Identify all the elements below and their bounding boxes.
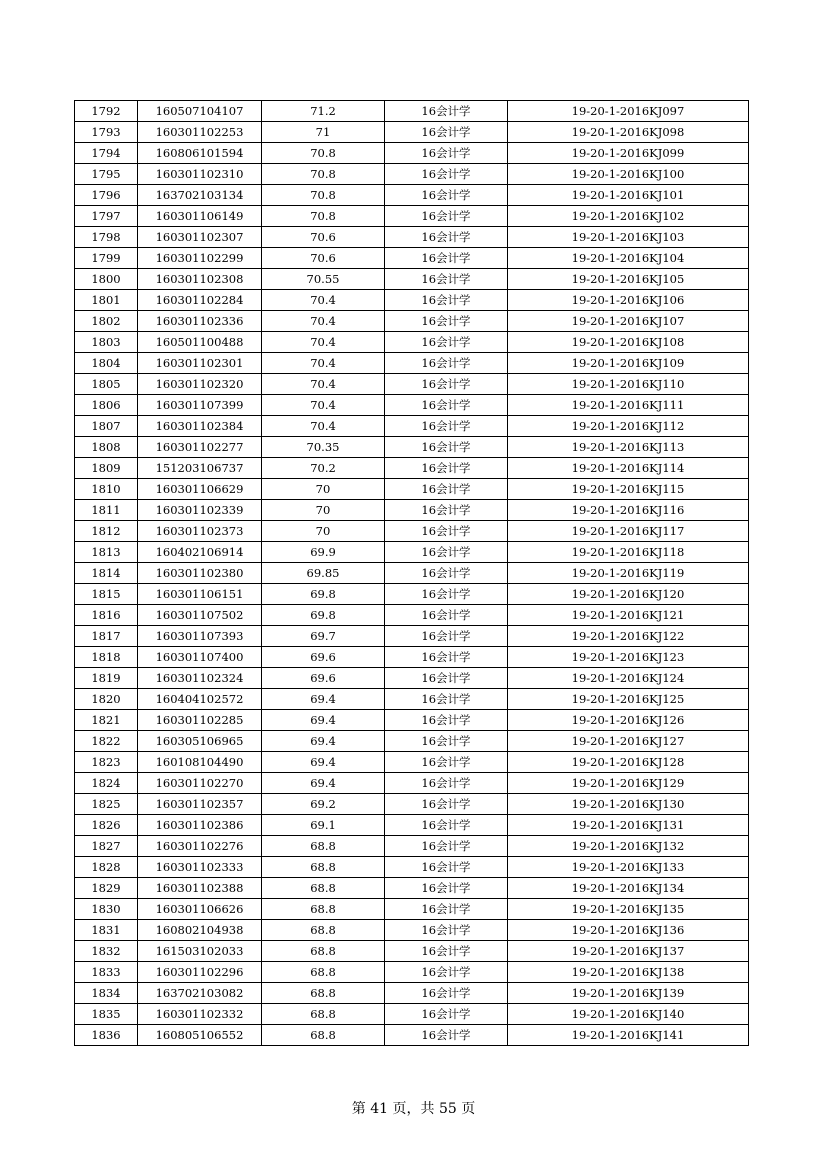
score-cell: 68.8 <box>262 962 385 983</box>
student-id-cell: 160301102307 <box>138 227 262 248</box>
score-cell: 68.8 <box>262 1004 385 1025</box>
rank-cell: 1802 <box>75 311 138 332</box>
code-cell: 19-20-1-2016KJ104 <box>508 248 749 269</box>
code-cell: 19-20-1-2016KJ138 <box>508 962 749 983</box>
class-cell: 16会计学 <box>385 206 508 227</box>
rank-cell: 1820 <box>75 689 138 710</box>
class-cell: 16会计学 <box>385 899 508 920</box>
rank-cell: 1821 <box>75 710 138 731</box>
code-cell: 19-20-1-2016KJ129 <box>508 773 749 794</box>
score-cell: 70.4 <box>262 374 385 395</box>
score-cell: 70.4 <box>262 290 385 311</box>
rank-cell: 1812 <box>75 521 138 542</box>
score-cell: 68.8 <box>262 920 385 941</box>
table-row <box>75 248 749 269</box>
class-cell: 16会计学 <box>385 668 508 689</box>
rank-cell: 1796 <box>75 185 138 206</box>
code-cell: 19-20-1-2016KJ103 <box>508 227 749 248</box>
rank-cell: 1806 <box>75 395 138 416</box>
student-id-cell: 161503102033 <box>138 941 262 962</box>
rank-cell: 1827 <box>75 836 138 857</box>
table-row <box>75 458 749 479</box>
class-cell: 16会计学 <box>385 647 508 668</box>
student-id-cell: 160301102339 <box>138 500 262 521</box>
code-cell: 19-20-1-2016KJ128 <box>508 752 749 773</box>
student-id-cell: 160301102324 <box>138 668 262 689</box>
code-cell: 19-20-1-2016KJ122 <box>508 626 749 647</box>
class-cell: 16会计学 <box>385 164 508 185</box>
class-cell: 16会计学 <box>385 773 508 794</box>
code-cell: 19-20-1-2016KJ121 <box>508 605 749 626</box>
class-cell: 16会计学 <box>385 1004 508 1025</box>
code-cell: 19-20-1-2016KJ098 <box>508 122 749 143</box>
code-cell: 19-20-1-2016KJ107 <box>508 311 749 332</box>
score-cell: 69.4 <box>262 710 385 731</box>
code-cell: 19-20-1-2016KJ131 <box>508 815 749 836</box>
table-row <box>75 311 749 332</box>
class-cell: 16会计学 <box>385 983 508 1004</box>
student-id-cell: 160301102333 <box>138 857 262 878</box>
class-cell: 16会计学 <box>385 500 508 521</box>
class-cell: 16会计学 <box>385 815 508 836</box>
student-id-cell: 160301102386 <box>138 815 262 836</box>
class-cell: 16会计学 <box>385 857 508 878</box>
class-cell: 16会计学 <box>385 605 508 626</box>
table-row <box>75 374 749 395</box>
code-cell: 19-20-1-2016KJ105 <box>508 269 749 290</box>
score-cell: 69.4 <box>262 752 385 773</box>
table-row <box>75 815 749 836</box>
score-cell: 68.8 <box>262 983 385 1004</box>
rank-cell: 1816 <box>75 605 138 626</box>
student-id-cell: 160301107400 <box>138 647 262 668</box>
code-cell: 19-20-1-2016KJ141 <box>508 1025 749 1046</box>
rank-cell: 1797 <box>75 206 138 227</box>
class-cell: 16会计学 <box>385 248 508 269</box>
score-cell: 69.6 <box>262 668 385 689</box>
class-cell: 16会计学 <box>385 332 508 353</box>
code-cell: 19-20-1-2016KJ102 <box>508 206 749 227</box>
score-cell: 68.8 <box>262 878 385 899</box>
rank-cell: 1814 <box>75 563 138 584</box>
class-cell: 16会计学 <box>385 227 508 248</box>
rank-cell: 1807 <box>75 416 138 437</box>
score-cell: 70.4 <box>262 395 385 416</box>
class-cell: 16会计学 <box>385 521 508 542</box>
class-cell: 16会计学 <box>385 962 508 983</box>
score-cell: 70.8 <box>262 164 385 185</box>
code-cell: 19-20-1-2016KJ136 <box>508 920 749 941</box>
student-id-cell: 160805106552 <box>138 1025 262 1046</box>
score-cell: 70.4 <box>262 311 385 332</box>
score-cell: 70 <box>262 521 385 542</box>
table-row <box>75 185 749 206</box>
score-cell: 68.8 <box>262 1025 385 1046</box>
score-cell: 70.6 <box>262 227 385 248</box>
student-id-cell: 151203106737 <box>138 458 262 479</box>
rank-cell: 1799 <box>75 248 138 269</box>
score-cell: 69.9 <box>262 542 385 563</box>
table-row <box>75 521 749 542</box>
table-row <box>75 773 749 794</box>
score-cell: 70.8 <box>262 185 385 206</box>
rank-cell: 1826 <box>75 815 138 836</box>
class-cell: 16会计学 <box>385 185 508 206</box>
class-cell: 16会计学 <box>385 353 508 374</box>
table-row <box>75 794 749 815</box>
rank-cell: 1817 <box>75 626 138 647</box>
code-cell: 19-20-1-2016KJ130 <box>508 794 749 815</box>
table-row <box>75 332 749 353</box>
class-cell: 16会计学 <box>385 290 508 311</box>
code-cell: 19-20-1-2016KJ119 <box>508 563 749 584</box>
rank-cell: 1833 <box>75 962 138 983</box>
student-id-cell: 160301102299 <box>138 248 262 269</box>
student-id-cell: 160301102373 <box>138 521 262 542</box>
table-row <box>75 983 749 1004</box>
rank-cell: 1831 <box>75 920 138 941</box>
code-cell: 19-20-1-2016KJ135 <box>508 899 749 920</box>
table-row <box>75 353 749 374</box>
score-cell: 71.2 <box>262 101 385 122</box>
table-row <box>75 752 749 773</box>
student-id-cell: 160301102332 <box>138 1004 262 1025</box>
score-cell: 69.4 <box>262 773 385 794</box>
student-id-cell: 160301107502 <box>138 605 262 626</box>
rank-cell: 1813 <box>75 542 138 563</box>
class-cell: 16会计学 <box>385 731 508 752</box>
table-row <box>75 563 749 584</box>
rank-cell: 1829 <box>75 878 138 899</box>
code-cell: 19-20-1-2016KJ109 <box>508 353 749 374</box>
student-id-cell: 160301106149 <box>138 206 262 227</box>
table-row <box>75 143 749 164</box>
table-row <box>75 941 749 962</box>
code-cell: 19-20-1-2016KJ110 <box>508 374 749 395</box>
student-id-cell: 163702103082 <box>138 983 262 1004</box>
table-row <box>75 122 749 143</box>
class-cell: 16会计学 <box>385 479 508 500</box>
score-cell: 70 <box>262 500 385 521</box>
class-cell: 16会计学 <box>385 920 508 941</box>
code-cell: 19-20-1-2016KJ115 <box>508 479 749 500</box>
class-cell: 16会计学 <box>385 311 508 332</box>
student-id-cell: 160301102277 <box>138 437 262 458</box>
score-cell: 69.8 <box>262 605 385 626</box>
class-cell: 16会计学 <box>385 794 508 815</box>
score-cell: 71 <box>262 122 385 143</box>
code-cell: 19-20-1-2016KJ125 <box>508 689 749 710</box>
score-cell: 69.8 <box>262 584 385 605</box>
code-cell: 19-20-1-2016KJ127 <box>508 731 749 752</box>
rank-cell: 1800 <box>75 269 138 290</box>
rank-cell: 1828 <box>75 857 138 878</box>
table-row <box>75 1004 749 1025</box>
table-row <box>75 395 749 416</box>
score-cell: 68.8 <box>262 836 385 857</box>
rank-cell: 1823 <box>75 752 138 773</box>
class-cell: 16会计学 <box>385 584 508 605</box>
student-id-cell: 160301102296 <box>138 962 262 983</box>
class-cell: 16会计学 <box>385 269 508 290</box>
rank-cell: 1819 <box>75 668 138 689</box>
class-cell: 16会计学 <box>385 836 508 857</box>
table-row <box>75 836 749 857</box>
rank-cell: 1834 <box>75 983 138 1004</box>
code-cell: 19-20-1-2016KJ100 <box>508 164 749 185</box>
code-cell: 19-20-1-2016KJ139 <box>508 983 749 1004</box>
student-id-cell: 160806101594 <box>138 143 262 164</box>
score-cell: 68.8 <box>262 941 385 962</box>
student-id-cell: 160301102310 <box>138 164 262 185</box>
score-cell: 70.4 <box>262 332 385 353</box>
table-row <box>75 479 749 500</box>
rank-cell: 1793 <box>75 122 138 143</box>
score-table-body <box>75 101 749 1046</box>
rank-cell: 1798 <box>75 227 138 248</box>
class-cell: 16会计学 <box>385 143 508 164</box>
rank-cell: 1830 <box>75 899 138 920</box>
score-cell: 69.2 <box>262 794 385 815</box>
table-row <box>75 899 749 920</box>
table-row <box>75 731 749 752</box>
score-cell: 70.2 <box>262 458 385 479</box>
score-cell: 70 <box>262 479 385 500</box>
table-row <box>75 500 749 521</box>
student-id-cell: 160301106151 <box>138 584 262 605</box>
score-cell: 69.7 <box>262 626 385 647</box>
student-id-cell: 160404102572 <box>138 689 262 710</box>
code-cell: 19-20-1-2016KJ124 <box>508 668 749 689</box>
table-row <box>75 290 749 311</box>
rank-cell: 1825 <box>75 794 138 815</box>
student-id-cell: 160108104490 <box>138 752 262 773</box>
code-cell: 19-20-1-2016KJ116 <box>508 500 749 521</box>
rank-cell: 1824 <box>75 773 138 794</box>
class-cell: 16会计学 <box>385 101 508 122</box>
code-cell: 19-20-1-2016KJ132 <box>508 836 749 857</box>
student-id-cell: 160802104938 <box>138 920 262 941</box>
class-cell: 16会计学 <box>385 878 508 899</box>
code-cell: 19-20-1-2016KJ112 <box>508 416 749 437</box>
table-row <box>75 605 749 626</box>
table-row <box>75 857 749 878</box>
code-cell: 19-20-1-2016KJ101 <box>508 185 749 206</box>
rank-cell: 1815 <box>75 584 138 605</box>
class-cell: 16会计学 <box>385 416 508 437</box>
rank-cell: 1803 <box>75 332 138 353</box>
class-cell: 16会计学 <box>385 437 508 458</box>
table-row <box>75 878 749 899</box>
page-footer: 第 41 页，共 55 页 <box>351 1101 476 1117</box>
class-cell: 16会计学 <box>385 1025 508 1046</box>
student-id-cell: 160301102384 <box>138 416 262 437</box>
student-id-cell: 160301106629 <box>138 479 262 500</box>
student-id-cell: 160301102320 <box>138 374 262 395</box>
rank-cell: 1810 <box>75 479 138 500</box>
code-cell: 19-20-1-2016KJ134 <box>508 878 749 899</box>
student-id-cell: 160301102253 <box>138 122 262 143</box>
student-id-cell: 160305106965 <box>138 731 262 752</box>
code-cell: 19-20-1-2016KJ118 <box>508 542 749 563</box>
table-row <box>75 437 749 458</box>
score-cell: 70.4 <box>262 416 385 437</box>
class-cell: 16会计学 <box>385 122 508 143</box>
student-id-cell: 160301107393 <box>138 626 262 647</box>
score-cell: 69.85 <box>262 563 385 584</box>
rank-cell: 1808 <box>75 437 138 458</box>
score-cell: 70.6 <box>262 248 385 269</box>
table-row <box>75 920 749 941</box>
code-cell: 19-20-1-2016KJ114 <box>508 458 749 479</box>
rank-cell: 1832 <box>75 941 138 962</box>
rank-cell: 1804 <box>75 353 138 374</box>
score-cell: 69.6 <box>262 647 385 668</box>
rank-cell: 1792 <box>75 101 138 122</box>
score-cell: 70.35 <box>262 437 385 458</box>
rank-cell: 1822 <box>75 731 138 752</box>
class-cell: 16会计学 <box>385 752 508 773</box>
rank-cell: 1795 <box>75 164 138 185</box>
class-cell: 16会计学 <box>385 563 508 584</box>
class-cell: 16会计学 <box>385 626 508 647</box>
rank-cell: 1818 <box>75 647 138 668</box>
rank-cell: 1805 <box>75 374 138 395</box>
code-cell: 19-20-1-2016KJ133 <box>508 857 749 878</box>
score-cell: 69.4 <box>262 731 385 752</box>
code-cell: 19-20-1-2016KJ106 <box>508 290 749 311</box>
table-row <box>75 668 749 689</box>
score-cell: 69.1 <box>262 815 385 836</box>
rank-cell: 1809 <box>75 458 138 479</box>
score-cell: 70.8 <box>262 143 385 164</box>
class-cell: 16会计学 <box>385 710 508 731</box>
rank-cell: 1801 <box>75 290 138 311</box>
code-cell: 19-20-1-2016KJ108 <box>508 332 749 353</box>
code-cell: 19-20-1-2016KJ120 <box>508 584 749 605</box>
code-cell: 19-20-1-2016KJ137 <box>508 941 749 962</box>
code-cell: 19-20-1-2016KJ126 <box>508 710 749 731</box>
score-cell: 68.8 <box>262 857 385 878</box>
table-row <box>75 647 749 668</box>
class-cell: 16会计学 <box>385 395 508 416</box>
class-cell: 16会计学 <box>385 689 508 710</box>
code-cell: 19-20-1-2016KJ123 <box>508 647 749 668</box>
student-id-cell: 160301102336 <box>138 311 262 332</box>
score-table <box>74 100 749 1046</box>
score-cell: 70.4 <box>262 353 385 374</box>
rank-cell: 1794 <box>75 143 138 164</box>
student-id-cell: 160301102284 <box>138 290 262 311</box>
student-id-cell: 160301102388 <box>138 878 262 899</box>
student-id-cell: 160301107399 <box>138 395 262 416</box>
code-cell: 19-20-1-2016KJ117 <box>508 521 749 542</box>
rank-cell: 1836 <box>75 1025 138 1046</box>
code-cell: 19-20-1-2016KJ111 <box>508 395 749 416</box>
table-row <box>75 101 749 122</box>
student-id-cell: 160507104107 <box>138 101 262 122</box>
code-cell: 19-20-1-2016KJ113 <box>508 437 749 458</box>
table-row <box>75 416 749 437</box>
rank-cell: 1811 <box>75 500 138 521</box>
student-id-cell: 160301102308 <box>138 269 262 290</box>
student-id-cell: 160301102270 <box>138 773 262 794</box>
rank-cell: 1835 <box>75 1004 138 1025</box>
class-cell: 16会计学 <box>385 542 508 563</box>
code-cell: 19-20-1-2016KJ140 <box>508 1004 749 1025</box>
student-id-cell: 160402106914 <box>138 542 262 563</box>
table-row <box>75 227 749 248</box>
code-cell: 19-20-1-2016KJ099 <box>508 143 749 164</box>
student-id-cell: 160301106626 <box>138 899 262 920</box>
class-cell: 16会计学 <box>385 941 508 962</box>
student-id-cell: 160301102301 <box>138 353 262 374</box>
score-cell: 70.8 <box>262 206 385 227</box>
table-row <box>75 542 749 563</box>
table-row <box>75 206 749 227</box>
code-cell: 19-20-1-2016KJ097 <box>508 101 749 122</box>
student-id-cell: 160301102357 <box>138 794 262 815</box>
student-id-cell: 160301102276 <box>138 836 262 857</box>
score-cell: 69.4 <box>262 689 385 710</box>
table-row <box>75 1025 749 1046</box>
class-cell: 16会计学 <box>385 374 508 395</box>
table-row <box>75 689 749 710</box>
student-id-cell: 160501100488 <box>138 332 262 353</box>
score-cell: 68.8 <box>262 899 385 920</box>
student-id-cell: 160301102285 <box>138 710 262 731</box>
table-row <box>75 962 749 983</box>
class-cell: 16会计学 <box>385 458 508 479</box>
student-id-cell: 163702103134 <box>138 185 262 206</box>
table-row <box>75 584 749 605</box>
table-row <box>75 626 749 647</box>
table-row <box>75 164 749 185</box>
score-cell: 70.55 <box>262 269 385 290</box>
student-id-cell: 160301102380 <box>138 563 262 584</box>
table-row <box>75 710 749 731</box>
table-row <box>75 269 749 290</box>
